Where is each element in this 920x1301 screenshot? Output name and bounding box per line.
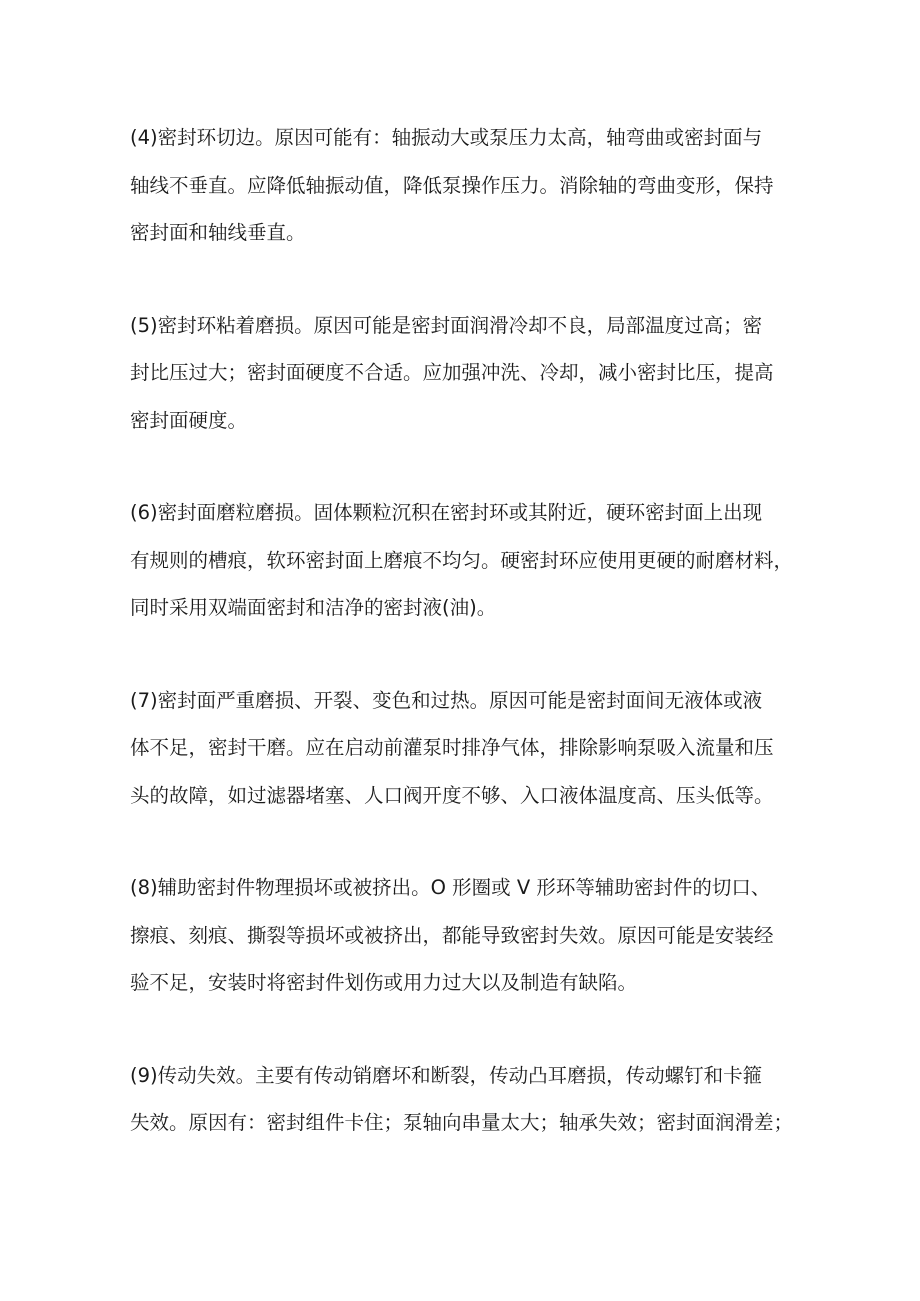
text-line: 头的故障，如过滤器堵塞、人口阀开度不够、入口液体温度高、压头低等。: [130, 783, 774, 807]
text-line: 轴线不垂直。应降低轴振动值，降低泵操作压力。消除轴的弯曲变形，保持: [130, 173, 774, 197]
paragraph-4: [130, 114, 802, 257]
text-line: (7)密封面严重磨损、开裂、变色和过热。原因可能是密封面间无液体或液: [130, 688, 763, 712]
text-line: 体不足，密封干磨。应在启动前灌泵时排净气体，排除影响泵吸入流量和压: [130, 736, 774, 759]
text-line: 同时采用双端面密封和洁净的密封液(油)。: [130, 596, 497, 619]
document-body: [130, 114, 802, 1192]
paragraph-8: [130, 864, 802, 1007]
text-line: 密封面和轴线垂直。: [130, 221, 306, 244]
text-line: 失效。原因有：密封组件卡住；泵轴向串量太大；轴承失效；密封面润滑差；: [130, 1111, 794, 1134]
text-line: 擦痕、刻痕、撕裂等损坏或被挤出，都能导致密封失效。原因可能是安装经: [130, 923, 774, 947]
text-line: 验不足，安装时将密封件划伤或用力过大以及制造有缺陷。: [130, 971, 638, 994]
text-line: (5)密封环粘着磨损。原因可能是密封面润滑冷却不良，局部温度过高；密: [130, 313, 763, 337]
paragraph-9: [130, 1052, 802, 1147]
paragraph-6: [130, 489, 802, 632]
text-line: (6)密封面磨粒磨损。固体颗粒沉积在密封环或其附近，硬环密封面上出现: [130, 501, 763, 524]
text-line: 有规则的槽痕，软环密封面上磨痕不均匀。硬密封环应使用更硬的耐磨材料，: [130, 548, 794, 572]
text-line: (9)传动失效。主要有传动销磨坏和断裂，传动凸耳磨损，传动螺钉和卡箍: [130, 1063, 763, 1087]
paragraph-5: [130, 302, 802, 445]
text-line: 封比压过大；密封面硬度不合适。应加强冲洗、冷却，减小密封比压，提高: [130, 361, 774, 384]
text-line: 密封面硬度。: [130, 408, 248, 432]
text-line: (4)密封环切边。原因可能有：轴振动大或泵压力太高，轴弯曲或密封面与: [130, 126, 763, 149]
paragraph-7: [130, 677, 802, 820]
text-line: (8)辅助密封件物理损坏或被挤出。O 形圈或 V 形环等辅助密封件的切口、: [130, 876, 771, 899]
